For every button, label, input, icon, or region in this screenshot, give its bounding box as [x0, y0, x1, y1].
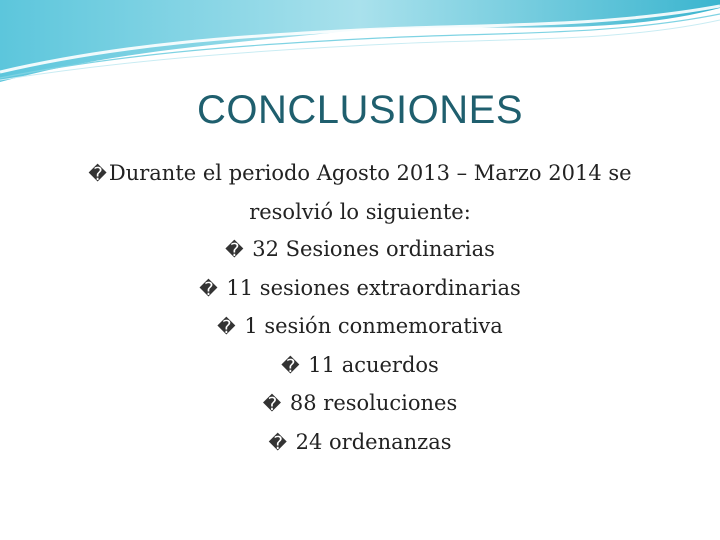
- bullet-icon: �: [268, 432, 287, 454]
- intro-line-1: [0, 155, 720, 194]
- list-item-text: 88 resoluciones: [283, 391, 458, 415]
- bullet-icon: �: [199, 278, 218, 300]
- list-item-text: 1 sesión conmemorativa: [237, 314, 503, 338]
- intro-line-2: resolvió lo siguiente:: [249, 199, 471, 224]
- bullet-icon: �: [281, 355, 300, 377]
- slide-title: CONCLUSIONES: [196, 88, 524, 132]
- list-item: [0, 385, 720, 424]
- bullet-icon: �: [225, 240, 244, 261]
- list-item-text: 24 ordenanzas: [288, 429, 452, 454]
- list-item: [0, 231, 720, 270]
- bullet-icon: �: [262, 394, 282, 415]
- header-wave-decoration: [0, 0, 720, 90]
- list-item: [0, 347, 720, 386]
- list-item: [0, 308, 720, 347]
- list-item-text: 11 sesiones extraordinarias: [219, 275, 521, 300]
- bullet-icon: �: [88, 164, 107, 185]
- intro-text-1: Durante el periodo Agosto 2013 – Marzo 2014 se: [108, 161, 632, 185]
- bullet-icon: �: [217, 317, 236, 338]
- slide-body: [0, 155, 720, 462]
- list-item-text: 11 acuerdos: [301, 352, 439, 377]
- list-item: [0, 270, 720, 309]
- list-item-text: 32 Sesiones ordinarias: [245, 237, 495, 261]
- list-item: [0, 424, 720, 463]
